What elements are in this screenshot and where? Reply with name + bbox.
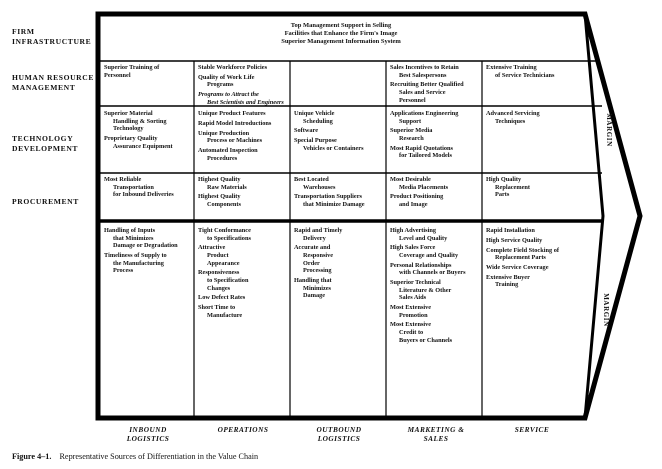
differentiation-item-line: Highest Quality — [198, 193, 241, 201]
differentiation-item-line: Superior Technical — [390, 279, 441, 287]
differentiation-item-line: with Channels or Buyers — [399, 269, 466, 277]
differentiation-item — [198, 110, 290, 118]
differentiation-item — [104, 110, 192, 133]
differentiation-item-line: Personnel — [104, 71, 131, 79]
differentiation-item — [390, 176, 482, 191]
cell-technology-operations — [198, 110, 290, 164]
differentiation-item-line: Most Extensive — [390, 304, 432, 312]
differentiation-item-line: Assurance Equipment — [113, 142, 173, 150]
differentiation-item-line: Unique Product Features — [198, 110, 266, 117]
differentiation-item — [198, 91, 290, 106]
cell-hrm-operations — [198, 64, 290, 109]
differentiation-item-line: Most Extensive — [390, 321, 432, 329]
differentiation-item-line: Components — [207, 200, 241, 208]
differentiation-item-line: Personal Relationships — [390, 261, 452, 269]
cell-technology-marketing — [390, 110, 482, 162]
cell-primary-service — [486, 227, 582, 291]
differentiation-item-line: Minimizes — [303, 284, 331, 292]
differentiation-item-line: Best Salespersons — [399, 71, 447, 79]
cell-hrm-service — [486, 64, 578, 81]
differentiation-item — [198, 74, 290, 89]
differentiation-item-line: Procedures — [207, 154, 238, 162]
differentiation-item-line: Changes — [207, 284, 231, 292]
differentiation-item — [104, 135, 192, 150]
differentiation-item — [390, 193, 482, 208]
differentiation-item-line: Warehouses — [303, 183, 336, 191]
infrastructure-item: Facilities that Enhance the Firm's Image — [284, 30, 398, 37]
row-label-technology-development: TECHNOLOGY DEVELOPMENT — [12, 134, 79, 153]
differentiation-item-line: Best Scientists and Engineers — [207, 98, 284, 106]
cell-procurement-inbound — [104, 176, 192, 201]
differentiation-item — [390, 145, 482, 160]
differentiation-item — [486, 64, 578, 79]
differentiation-item — [294, 176, 384, 191]
differentiation-item-line: Replacement — [495, 183, 530, 191]
differentiation-item — [294, 244, 384, 274]
differentiation-item-line: for Inbound Deliveries — [113, 191, 174, 199]
differentiation-item-line: Personnel — [399, 96, 426, 104]
differentiation-item — [198, 294, 290, 302]
differentiation-item — [486, 237, 582, 245]
column-label-operations: OPERATIONS — [217, 425, 269, 434]
differentiation-item-line: the Manufacturing — [113, 259, 164, 267]
differentiation-item-line: Most Desirable — [390, 176, 431, 183]
differentiation-item-line: Short Time to — [198, 304, 236, 312]
differentiation-item-line: Appearance — [207, 259, 240, 267]
differentiation-item-line: to Specification — [207, 276, 249, 284]
differentiation-item-line: Sales and Service — [399, 88, 446, 96]
differentiation-item-line: Process — [113, 267, 134, 275]
cell-hrm-inbound — [104, 64, 192, 81]
cell-procurement-marketing — [390, 176, 482, 211]
differentiation-item — [390, 227, 482, 242]
differentiation-item-line: Buyers or Channels — [399, 336, 453, 344]
differentiation-item-line: Order — [303, 259, 320, 267]
differentiation-item — [294, 110, 384, 125]
differentiation-item — [390, 127, 482, 142]
column-label-service: SERVICE — [514, 425, 550, 434]
differentiation-item-line: Advanced Servicing — [486, 110, 540, 117]
differentiation-item-line: Tight Conformance — [198, 227, 251, 234]
differentiation-item-line: Accurate and — [294, 244, 331, 252]
differentiation-item — [198, 227, 290, 242]
differentiation-item-line: Product Positioning — [390, 193, 444, 201]
differentiation-item-line: Vehicles or Containers — [303, 144, 364, 152]
differentiation-item-line: Recruiting Better Qualified — [390, 81, 464, 89]
differentiation-item — [198, 130, 290, 145]
differentiation-item-line: Sales Aids — [399, 294, 427, 302]
differentiation-item-line: Handling that — [294, 276, 332, 284]
differentiation-item — [198, 176, 290, 191]
differentiation-item — [294, 193, 384, 208]
cell-primary-outbound — [294, 227, 384, 302]
differentiation-item-line: High Advertising — [390, 227, 437, 234]
differentiation-item-line: Processing — [303, 267, 332, 275]
differentiation-item — [390, 64, 482, 79]
differentiation-item-line: that Minimize Damage — [303, 200, 365, 208]
differentiation-item — [294, 137, 384, 152]
differentiation-item-line: Unique Production — [198, 129, 250, 137]
differentiation-item-line: Wide Service Coverage — [486, 263, 549, 271]
margin-label-bottom: MARGIN — [601, 293, 610, 327]
infrastructure-cell — [98, 22, 584, 46]
differentiation-item-line: Credit to — [399, 329, 424, 337]
differentiation-item — [486, 110, 578, 125]
differentiation-item — [294, 227, 384, 242]
differentiation-item-line: to Specifications — [207, 234, 251, 242]
differentiation-item-line: Media Placements — [399, 183, 449, 191]
differentiation-item-line: Timeliness of Supply to — [104, 251, 167, 259]
differentiation-item — [390, 81, 482, 104]
differentiation-item-line: Techniques — [495, 117, 526, 125]
differentiation-item-line: Extensive Training — [486, 64, 537, 71]
differentiation-item-line: Best Located — [294, 176, 329, 183]
differentiation-item-line: Level and Quality — [399, 234, 448, 242]
differentiation-item-line: Transportation — [113, 183, 154, 191]
differentiation-item — [390, 110, 482, 125]
differentiation-item-line: Transportation Suppliers — [294, 193, 362, 201]
differentiation-item — [104, 252, 192, 275]
differentiation-item-line: Programs — [207, 81, 234, 89]
cell-technology-outbound — [294, 110, 384, 155]
differentiation-item-line: Superior Media — [390, 127, 433, 135]
differentiation-item-line: Low Defect Rates — [198, 294, 246, 302]
cell-primary-operations — [198, 227, 290, 321]
differentiation-item-line: that Minimizes — [113, 234, 154, 242]
column-label-marketing-sales: MARKETING & SALES — [407, 425, 465, 443]
differentiation-item — [390, 279, 482, 302]
cell-technology-inbound — [104, 110, 192, 152]
figure-caption-text: Representative Sources of Differentiation in the Value Chain — [59, 452, 259, 461]
differentiation-item-line: Most Reliable — [104, 176, 142, 183]
differentiation-item-line: Promotion — [399, 311, 428, 319]
differentiation-item-line: Handling & Sorting — [113, 117, 167, 125]
differentiation-item — [198, 304, 290, 319]
differentiation-item-line: Complete Field Stocking of — [486, 246, 559, 254]
differentiation-item-line: Product — [207, 251, 229, 259]
differentiation-item-line: Software — [294, 127, 319, 135]
differentiation-item-line: Attractive — [198, 244, 226, 252]
margin-label-top: MARGIN — [604, 113, 613, 147]
differentiation-item-line: Automated Inspection — [198, 146, 258, 154]
figure-caption — [12, 452, 258, 461]
differentiation-item-line: Special Purpose — [294, 137, 337, 145]
differentiation-item-line: Process or Machines — [207, 137, 263, 145]
differentiation-item — [486, 274, 582, 289]
differentiation-item-line: High Quality — [486, 176, 522, 183]
differentiation-item-line: Technology — [113, 125, 144, 133]
differentiation-item-line: Training — [495, 281, 519, 289]
differentiation-item — [390, 321, 482, 344]
differentiation-item-line: and Image — [399, 200, 428, 208]
differentiation-item-line: Highest Quality — [198, 176, 241, 183]
infrastructure-item: Superior Management Information System — [281, 38, 401, 45]
infrastructure-item: Top Management Support in Selling — [290, 22, 392, 29]
differentiation-item-line: Superior Material — [104, 110, 153, 117]
differentiation-item — [486, 247, 582, 262]
cell-procurement-outbound — [294, 176, 384, 211]
differentiation-item — [104, 64, 192, 79]
differentiation-item — [486, 264, 582, 272]
differentiation-item-line: Handling of Inputs — [104, 227, 156, 234]
differentiation-item-line: Damage — [303, 292, 326, 300]
cell-primary-inbound — [104, 227, 192, 277]
differentiation-item-line: Manufacture — [207, 311, 243, 319]
differentiation-item-line: Coverage and Quality — [399, 251, 459, 259]
differentiation-item — [486, 227, 582, 235]
cell-procurement-service — [486, 176, 578, 201]
differentiation-item-line: Rapid Installation — [486, 227, 535, 234]
differentiation-item — [198, 120, 290, 128]
differentiation-item — [198, 269, 290, 292]
differentiation-item-line: Sales Incentives to Retain — [390, 64, 459, 71]
row-label-procurement: PROCUREMENT — [12, 197, 79, 206]
differentiation-item-line: Support — [399, 117, 422, 125]
differentiation-item-line: Unique Vehicle — [294, 110, 335, 117]
differentiation-item — [390, 262, 482, 277]
differentiation-item — [198, 244, 290, 267]
figure-number: Figure 4–1. — [12, 452, 52, 461]
row-label-firm-infrastructure: FIRM INFRASTRUCTURE — [12, 27, 92, 46]
differentiation-item-line: of Service Technicians — [495, 71, 555, 79]
differentiation-item-line: High Service Quality — [486, 236, 543, 244]
differentiation-item-line: Replacement Parts — [495, 254, 546, 262]
differentiation-item-line: Responsiveness — [198, 269, 240, 277]
differentiation-item — [390, 244, 482, 259]
differentiation-item — [198, 147, 290, 162]
differentiation-item-line: Responsive — [303, 251, 334, 259]
differentiation-item-line: High Sales Force — [390, 244, 436, 252]
differentiation-item — [198, 193, 290, 208]
differentiation-item-line: Parts — [495, 191, 510, 199]
differentiation-item — [104, 176, 192, 199]
differentiation-item-line: Literature & Other — [399, 286, 452, 294]
differentiation-item-line: Superior Training of — [104, 64, 160, 71]
differentiation-item-line: Stable Workforce Policies — [198, 64, 268, 71]
differentiation-item — [294, 277, 384, 300]
differentiation-item-line: for Tailored Models — [399, 152, 452, 160]
differentiation-item-line: Applications Engineering — [390, 110, 459, 117]
differentiation-item-line: Most Rapid Quotations — [390, 144, 453, 152]
differentiation-item-line: Proprietary Quality — [104, 134, 158, 142]
differentiation-item — [390, 304, 482, 319]
differentiation-item — [198, 64, 290, 72]
differentiation-item-line: Rapid and Timely — [294, 227, 343, 234]
differentiation-item-line: Rapid Model Introductions — [198, 119, 272, 127]
differentiation-item-line: Extensive Buyer — [486, 273, 530, 281]
differentiation-item-line: Research — [399, 134, 424, 142]
row-label-human-resource-management: HUMAN RESOURCE MANAGEMENT — [12, 73, 95, 92]
differentiation-item — [104, 227, 192, 250]
differentiation-item-line: Quality of Work Life — [198, 73, 255, 81]
cell-hrm-marketing — [390, 64, 482, 106]
differentiation-item-line: Scheduling — [303, 117, 333, 125]
differentiation-item — [294, 127, 384, 135]
column-label-inbound-logistics: INBOUND LOGISTICS — [126, 425, 170, 443]
cell-procurement-operations — [198, 176, 290, 211]
differentiation-item-line: Programs to Attract the — [198, 91, 259, 99]
differentiation-item — [486, 176, 578, 199]
differentiation-item-line: Delivery — [303, 234, 326, 242]
column-label-outbound-logistics: OUTBOUND LOGISTICS — [316, 425, 362, 443]
cell-primary-marketing — [390, 227, 482, 346]
differentiation-item-line: Raw Materials — [207, 183, 247, 191]
cell-technology-service — [486, 110, 578, 127]
differentiation-item-line: Damage or Degradation — [113, 242, 178, 250]
